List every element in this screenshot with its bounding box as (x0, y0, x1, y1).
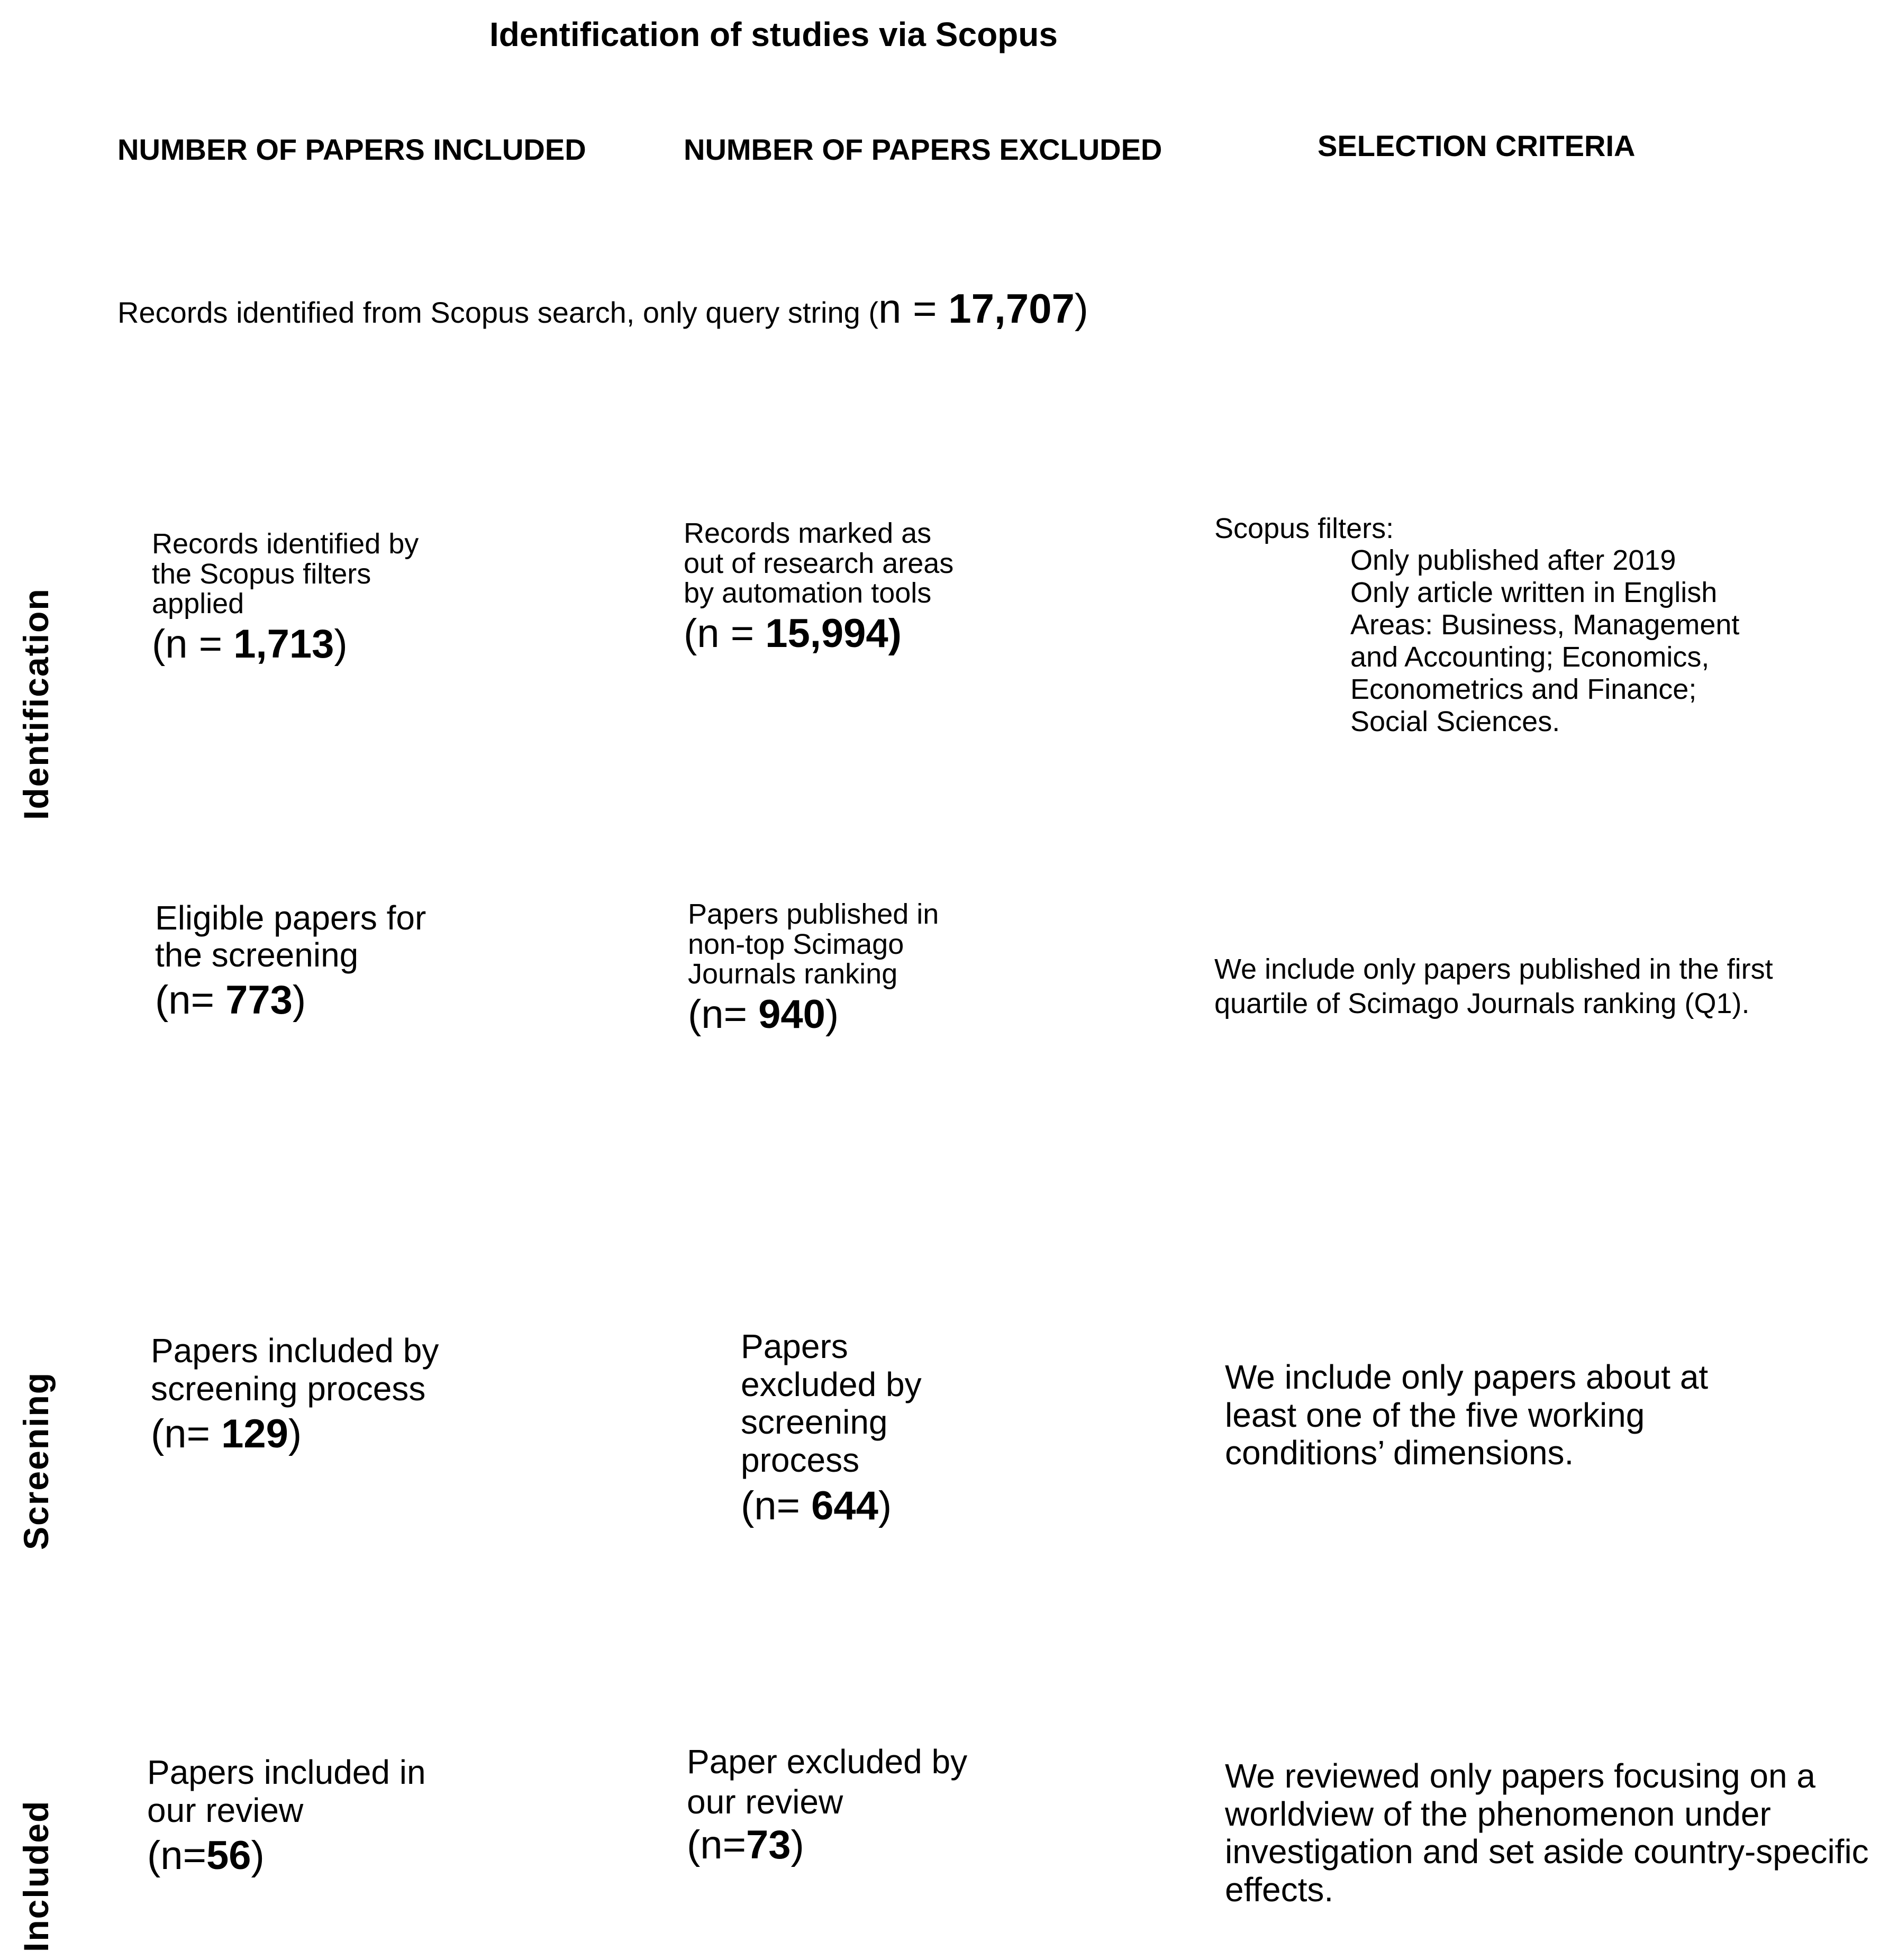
stage-label-included: Included (16, 1800, 56, 1952)
count-value: 773 (225, 977, 293, 1023)
row3-included-count (151, 1411, 439, 1457)
row4-excluded-box (687, 1742, 967, 1868)
row3-included-box (151, 1332, 439, 1457)
records-prefix: Records identified from Scopus search, only query string ( (117, 296, 878, 329)
count-suffix: ) (292, 977, 306, 1023)
count-suffix: ) (334, 622, 348, 667)
criteria-line: Econometrics and Finance; (1350, 673, 1697, 706)
count-value: 73 (746, 1822, 791, 1868)
records-suffix: ) (1074, 285, 1088, 332)
count-suffix: ) (251, 1833, 265, 1879)
row3-excluded-count (741, 1483, 922, 1529)
row2-included-text (155, 899, 426, 974)
criteria-line: quartile of Scimago Journals ranking (Q1). (1214, 987, 1750, 1019)
row3-included-line: Papers included by (151, 1332, 439, 1370)
row4-included-line: our review (147, 1791, 304, 1829)
row1-included-text (152, 529, 419, 619)
criteria-line: worldview of the phenomenon under (1225, 1794, 1771, 1833)
criteria-line: Only article written in English (1350, 577, 1718, 609)
count-value: 15,994) (765, 611, 902, 657)
row2-included-line: the screening (155, 936, 359, 974)
count-suffix: ) (878, 1483, 892, 1528)
row4-excluded-text (687, 1742, 967, 1822)
row2-included-line: Eligible papers for (155, 899, 426, 937)
criteria-line: Areas: Business, Management (1350, 609, 1740, 641)
criteria-line: investigation and set aside country-specific (1225, 1833, 1869, 1871)
count-prefix: (n= (151, 1411, 222, 1457)
row4-excluded-line: Paper excluded by (687, 1743, 968, 1781)
row3-excluded-text (741, 1328, 922, 1480)
criteria-line: conditions’ dimensions. (1225, 1434, 1574, 1472)
count-value: 1,713 (233, 622, 334, 667)
row2-excluded-line: non-top Scimago (688, 928, 904, 960)
stage-label-identification: Identification (16, 588, 56, 820)
row2-excluded-line: Papers published in (688, 898, 939, 930)
count-value: 56 (206, 1833, 251, 1879)
count-suffix: ) (825, 992, 839, 1037)
records-n-prefix: n = (878, 285, 949, 332)
row1-excluded-box (684, 518, 953, 657)
column-header-criteria: SELECTION CRITERIA (1318, 129, 1636, 162)
criteria-line: We include only papers about at (1225, 1358, 1709, 1396)
row3-included-line: screening process (151, 1369, 426, 1408)
row2-excluded-box (688, 899, 939, 1037)
count-prefix: (n= (687, 1822, 746, 1868)
row3-included-text (151, 1332, 439, 1408)
row1-included-line: applied (152, 588, 244, 620)
row1-excluded-count (684, 610, 953, 657)
row1-included-count (152, 621, 419, 667)
stage-label-screening: Screening (16, 1371, 56, 1550)
column-header-excluded: NUMBER OF PAPERS EXCLUDED (684, 133, 1163, 166)
column-header-included: NUMBER OF PAPERS INCLUDED (117, 133, 586, 166)
row4-included-text (147, 1754, 426, 1829)
count-value: 129 (221, 1411, 288, 1457)
row2-included-box (155, 899, 426, 1023)
row2-criteria-box (1214, 952, 1773, 1021)
row3-criteria-text (1225, 1359, 1708, 1472)
row2-criteria-text (1214, 952, 1773, 1021)
count-value: 940 (758, 992, 825, 1037)
count-suffix: ) (288, 1411, 302, 1457)
row1-excluded-text (684, 518, 953, 608)
row1-criteria-box (1214, 513, 1739, 738)
criteria-line: and Accounting; Economics, (1350, 641, 1710, 673)
records-identified-line (117, 285, 1088, 333)
row4-included-count (147, 1833, 426, 1879)
row1-excluded-line: Records marked as (684, 517, 932, 549)
count-prefix: (n= (688, 992, 759, 1037)
row4-included-box (147, 1754, 426, 1879)
row3-criteria-box (1225, 1359, 1708, 1472)
count-prefix: (n= (147, 1833, 206, 1879)
row4-included-line: Papers included in (147, 1753, 426, 1791)
row3-excluded-line: screening (741, 1403, 888, 1442)
row2-included-count (155, 977, 426, 1023)
row1-criteria-list (1350, 544, 1739, 738)
row2-excluded-text (688, 899, 939, 989)
row2-excluded-count (688, 991, 939, 1037)
criteria-line: effects. (1225, 1871, 1334, 1909)
row1-excluded-line: out of research areas (684, 547, 954, 579)
row1-included-line: the Scopus filters (152, 558, 371, 590)
row3-excluded-line: Papers (741, 1327, 848, 1365)
count-prefix: (n = (152, 622, 234, 667)
criteria-line: least one of the five working (1225, 1396, 1645, 1434)
records-count: 17,707 (948, 285, 1075, 332)
row3-excluded-box (741, 1328, 922, 1529)
row4-excluded-line: our review (687, 1782, 843, 1821)
row3-excluded-line: process (741, 1441, 860, 1480)
row2-excluded-line: Journals ranking (688, 958, 898, 990)
count-prefix: (n= (741, 1483, 812, 1528)
row4-criteria-text (1225, 1757, 1869, 1909)
criteria-line: Social Sciences. (1350, 706, 1560, 738)
row1-excluded-line: by automation tools (684, 577, 932, 609)
row1-included-line: Records identified by (152, 528, 419, 560)
row1-criteria-heading: Scopus filters: (1214, 513, 1394, 544)
criteria-line: Only published after 2019 (1350, 544, 1676, 577)
row3-excluded-line: excluded by (741, 1365, 922, 1403)
count-prefix: (n = (684, 611, 766, 657)
row1-included-box (152, 529, 419, 667)
row4-excluded-count (687, 1822, 967, 1868)
count-suffix: ) (791, 1822, 804, 1868)
criteria-line: We include only papers published in the first (1214, 953, 1773, 985)
criteria-line: We reviewed only papers focusing on a (1225, 1757, 1815, 1795)
row4-criteria-box (1225, 1757, 1869, 1909)
diagram-title: Identification of studies via Scopus (489, 15, 1058, 53)
count-value: 644 (811, 1483, 878, 1528)
count-prefix: (n= (155, 977, 226, 1023)
